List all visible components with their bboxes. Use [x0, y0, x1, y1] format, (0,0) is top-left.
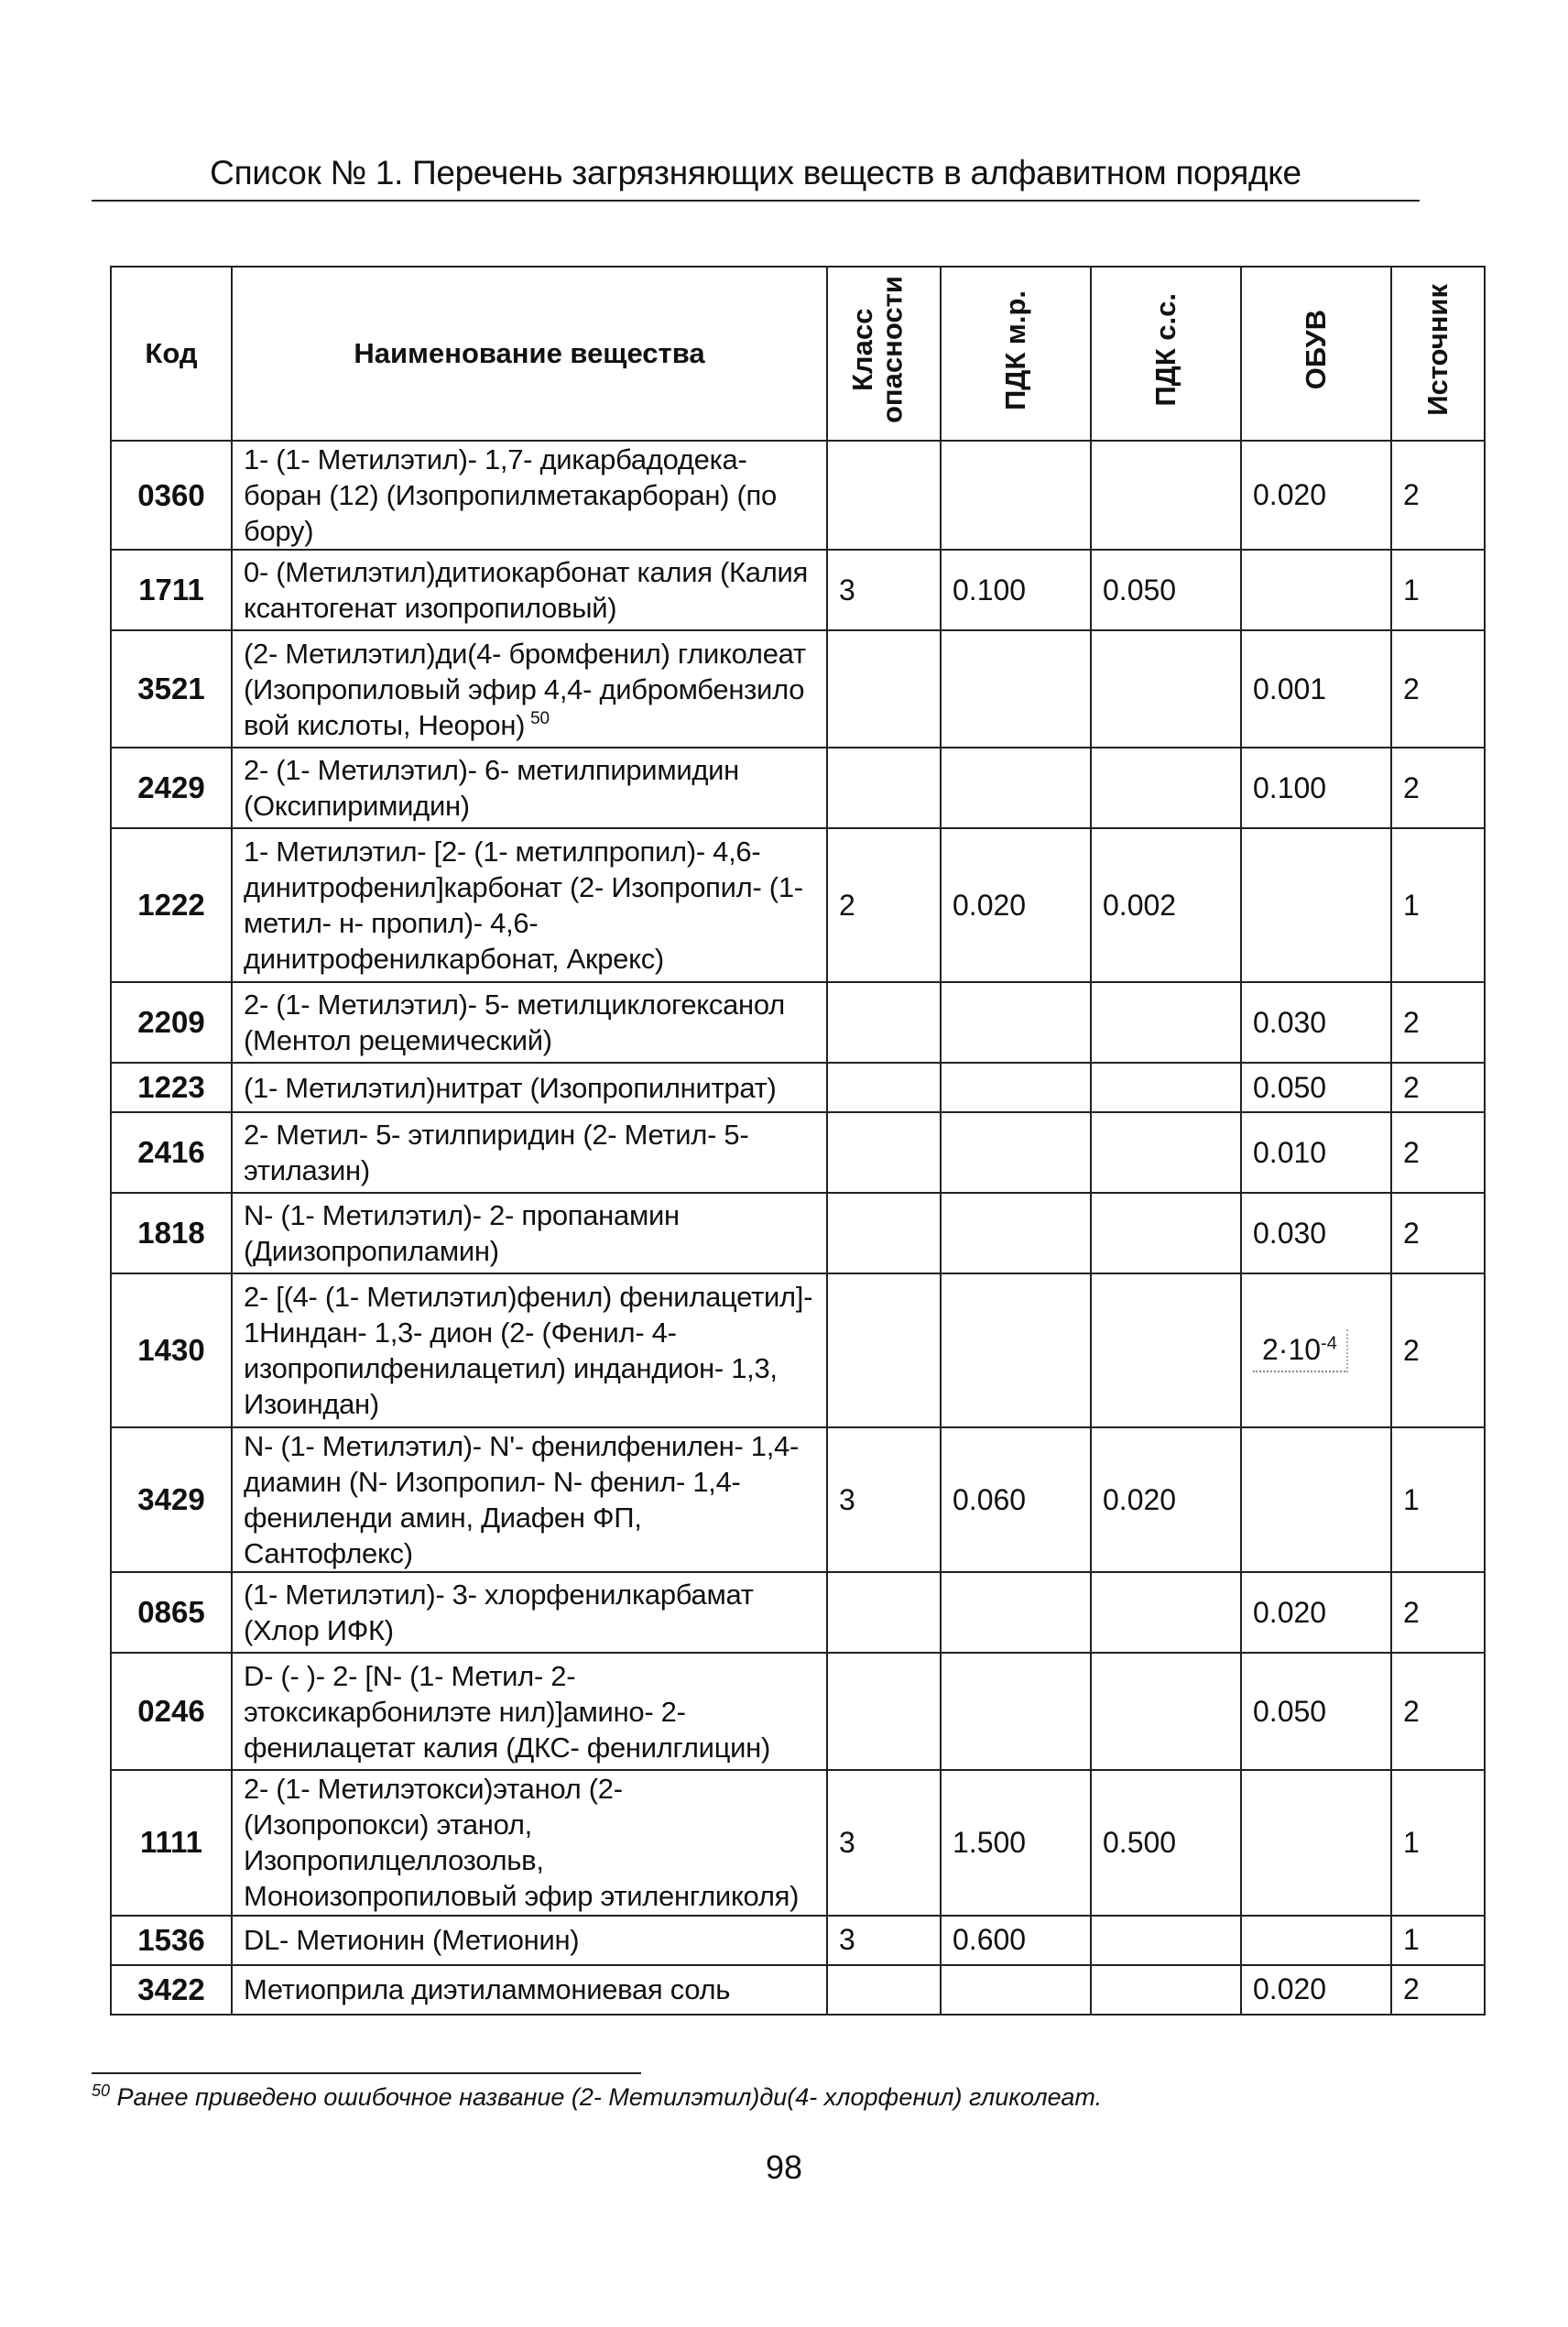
pdk-mr-value: 0.060: [941, 1427, 1091, 1572]
obuv-value: 0.010: [1241, 1112, 1391, 1193]
table-row: [111, 630, 1485, 748]
substance-code: 0360: [111, 441, 232, 550]
substance-name-text: 2- (1- Метилэтокси)этанол (2- (Изопропокси) этанол, Изопропилцеллозольв, Моноизопропиловый эфир этиленгликоля): [244, 1773, 800, 1913]
obuv-value: 0.020: [1241, 1965, 1391, 2015]
substance-code: 3422: [111, 1965, 232, 2015]
obuv-value: 0.020: [1241, 441, 1391, 550]
pdk-mr-value: [941, 1193, 1091, 1273]
pdk-ss-value: [1091, 630, 1241, 748]
pdk-ss-value: [1091, 1273, 1241, 1427]
substance-name-text: (1- Метилэтил)- 3- хлорфенилкарбамат (Хлор ИФК): [244, 1579, 754, 1647]
table-row: [111, 748, 1485, 828]
substance-name: [232, 1427, 827, 1572]
substance-name-text: 1- Метилэтил- [2- (1- метилпропил)- 4,6- динитрофенил]карбонат (2- Изопропил- (1- метил- н- пропил)- 4,6- динитрофенилкарбонат, Акрекс): [244, 836, 803, 976]
substance-code: 1111: [111, 1770, 232, 1915]
footnote-divider: [92, 2072, 641, 2074]
substance-code: 3521: [111, 630, 232, 748]
hazard-class-value: [827, 1193, 941, 1273]
substance-name: [232, 1063, 827, 1112]
substance-code: 1711: [111, 550, 232, 630]
substance-name: [232, 1965, 827, 2015]
page-number: 98: [765, 2148, 803, 2186]
substance-name: [232, 748, 827, 828]
pdk-ss-value: 0.020: [1091, 1427, 1241, 1572]
pdk-ss-value: [1091, 1916, 1241, 1965]
hazard-class-value: 2: [827, 828, 941, 982]
obuv-value: 0.001: [1241, 630, 1391, 748]
pdk-ss-value: 0.050: [1091, 550, 1241, 630]
substance-name-text: 2- (1- Метилэтил)- 6- метилпиримидин (Оксипиримидин): [244, 754, 739, 823]
pdk-ss-value: [1091, 441, 1241, 550]
footnote-text: Ранее приведено ошибочное название (2- Метилэтил)ди(4- хлорфенил) гликолеат.: [116, 2083, 1103, 2111]
pdk-mr-value: [941, 1572, 1091, 1653]
hazard-class-value: [827, 1653, 941, 1770]
substance-code: 2429: [111, 748, 232, 828]
substance-code: 1223: [111, 1063, 232, 1112]
table-row: [111, 1572, 1485, 1653]
substance-name-text: 2- (1- Метилэтил)- 5- метилциклогексанол (Ментол рецемический): [244, 989, 785, 1057]
pdk-ss-value: [1091, 1193, 1241, 1273]
hazard-class-value: [827, 1572, 941, 1653]
substance-name-text: DL- Метионин (Метионин): [244, 1923, 580, 1956]
substance-name: [232, 630, 827, 748]
hazard-class-value: [827, 630, 941, 748]
pdk-ss-value: [1091, 1112, 1241, 1193]
source-value: 2: [1391, 1063, 1485, 1112]
source-value: 1: [1391, 1770, 1485, 1915]
pdk-ss-value: 0.002: [1091, 828, 1241, 982]
obuv-value: [1241, 550, 1391, 630]
substance-name: [232, 1112, 827, 1193]
pdk-mr-value: [941, 1063, 1091, 1112]
substance-name: [232, 982, 827, 1063]
pdk-ss-value: [1091, 748, 1241, 828]
footnote-ref: 50: [530, 709, 550, 729]
table-row: [111, 1427, 1485, 1572]
obuv-value: 0.030: [1241, 982, 1391, 1063]
pdk-mr-value: 1.500: [941, 1770, 1091, 1915]
pdk-mr-value: [941, 1965, 1091, 2015]
substance-name-text: D- (- )- 2- [N- (1- Метил- 2- этоксикарбонилэте нил)]амино- 2- фенилацетат калия (ДКС- фенилглицин): [244, 1659, 771, 1764]
table-row: [111, 1112, 1485, 1193]
source-value: 2: [1391, 1193, 1485, 1273]
source-value: 1: [1391, 550, 1485, 630]
source-value: 1: [1391, 1916, 1485, 1965]
substance-name: [232, 1916, 827, 1965]
substance-name: [232, 1193, 827, 1273]
source-value: 2: [1391, 1572, 1485, 1653]
table-header-row: [111, 267, 1485, 441]
table-row: [111, 1770, 1485, 1915]
substance-code: 2209: [111, 982, 232, 1063]
source-value: 2: [1391, 630, 1485, 748]
header-hazard-class: Класс опасности: [827, 267, 941, 441]
header-name: Наименование вещества: [232, 267, 827, 441]
source-value: 2: [1391, 1653, 1485, 1770]
pdk-mr-value: 0.600: [941, 1916, 1091, 1965]
obuv-value: [1241, 1916, 1391, 1965]
substance-code: 1222: [111, 828, 232, 982]
substance-name-text: 2- [(4- (1- Метилэтил)фенил) фенилацетил]- 1Ниндан- 1,3- дион (2- (Фенил- 4- изопропилфенилацетил) индандион- 1,3, Изоиндан): [244, 1281, 813, 1421]
header-pdk-ss: ПДК с.с.: [1091, 267, 1241, 441]
table-row: [111, 1916, 1485, 1965]
table-row: [111, 1273, 1485, 1427]
substance-code: 1430: [111, 1273, 232, 1427]
table-row: [111, 1653, 1485, 1770]
pdk-mr-value: [941, 1112, 1091, 1193]
obuv-value: [1241, 1273, 1391, 1427]
table-row: [111, 1965, 1485, 2015]
source-value: 2: [1391, 1965, 1485, 2015]
hazard-class-value: [827, 1965, 941, 2015]
hazard-class-value: [827, 441, 941, 550]
table-row: [111, 1063, 1485, 1112]
pdk-ss-value: [1091, 982, 1241, 1063]
substance-name-text: 1- (1- Метилэтил)- 1,7- дикарбадодека- боран (12) (Изопропилметакарборан) (по бору): [244, 443, 777, 548]
pdk-ss-value: 0.500: [1091, 1770, 1241, 1915]
substance-name-text: N- (1- Метилэтил)- 2- пропанамин (Диизопропиламин): [244, 1199, 680, 1268]
source-value: 1: [1391, 1427, 1485, 1572]
table-row: [111, 982, 1485, 1063]
pdk-mr-value: [941, 982, 1091, 1063]
pdk-ss-value: [1091, 1063, 1241, 1112]
substance-name-text: N- (1- Метилэтил)- N'- фенилфенилен- 1,4- диамин (N- Изопропил- N- фенил- 1,4- фениленди амин, Диафен ФП, Сантофлекс): [244, 1430, 800, 1570]
obuv-value: [1241, 1770, 1391, 1915]
obuv-mantissa: 2·10: [1262, 1332, 1322, 1366]
pdk-mr-value: [941, 748, 1091, 828]
pdk-mr-value: [941, 630, 1091, 748]
substance-name-text: (2- Метилэтил)ди(4- бромфенил) гликолеат (Изопропиловый эфир 4,4- дибромбензило вой кислоты, Неорон): [244, 637, 806, 741]
substance-name-text: 2- Метил- 5- этилпиридин (2- Метил- 5- этилазин): [244, 1119, 749, 1187]
pdk-ss-value: [1091, 1965, 1241, 2015]
substance-code: 2416: [111, 1112, 232, 1193]
hazard-class-value: 3: [827, 1427, 941, 1572]
substance-name: [232, 1273, 827, 1427]
header-obuv: ОБУВ: [1241, 267, 1391, 441]
obuv-value: 0.020: [1241, 1572, 1391, 1653]
hazard-class-value: [827, 1273, 941, 1427]
substances-table: [110, 266, 1486, 2016]
obuv-exponent: -4: [1321, 1332, 1337, 1353]
substance-name-text: 0- (Метилэтил)дитиокарбонат калия (Калия ксантогенат изопропиловый): [244, 556, 809, 625]
header-pdk-mr: ПДК м.р.: [941, 267, 1091, 441]
source-value: 2: [1391, 1273, 1485, 1427]
pdk-ss-value: [1091, 1653, 1241, 1770]
substance-name: [232, 1572, 827, 1653]
source-value: 2: [1391, 982, 1485, 1063]
footnote-marker: 50: [92, 2081, 111, 2100]
table-row: [111, 828, 1485, 982]
hazard-class-value: 3: [827, 550, 941, 630]
header-source: Источник: [1391, 267, 1485, 441]
pdk-ss-value: [1091, 1572, 1241, 1653]
substance-code: 1536: [111, 1916, 232, 1965]
table-body: [111, 441, 1485, 2015]
hazard-class-value: [827, 748, 941, 828]
page-title: Список № 1. Перечень загрязняющих веществ в алфавитном порядке: [210, 154, 1301, 191]
substance-name-text: (1- Метилэтил)нитрат (Изопропилнитрат): [244, 1071, 777, 1104]
obuv-value: [1241, 828, 1391, 982]
pdk-mr-value: [941, 1653, 1091, 1770]
source-value: 2: [1391, 441, 1485, 550]
source-value: 2: [1391, 748, 1485, 828]
title-divider: [92, 200, 1420, 202]
hazard-class-value: 3: [827, 1770, 941, 1915]
substance-name-text: Метиоприла диэтиламмониевая соль: [244, 1972, 731, 2005]
substance-code: 0865: [111, 1572, 232, 1653]
hazard-class-value: [827, 982, 941, 1063]
substance-name: [232, 828, 827, 982]
substance-code: 1818: [111, 1193, 232, 1273]
table-row: [111, 441, 1485, 550]
obuv-value: 0.030: [1241, 1193, 1391, 1273]
obuv-value: 0.050: [1241, 1063, 1391, 1112]
pdk-mr-value: [941, 441, 1091, 550]
substance-code: 3429: [111, 1427, 232, 1572]
substance-name: [232, 550, 827, 630]
substance-name: [232, 1770, 827, 1915]
substance-name: [232, 441, 827, 550]
header-code: Код: [111, 267, 232, 441]
obuv-value: 0.100: [1241, 748, 1391, 828]
hazard-class-value: [827, 1112, 941, 1193]
obuv-value: [1241, 1427, 1391, 1572]
obuv-value: 0.050: [1241, 1653, 1391, 1770]
pdk-mr-value: 0.020: [941, 828, 1091, 982]
substance-name: [232, 1653, 827, 1770]
source-value: 1: [1391, 828, 1485, 982]
hazard-class-value: 3: [827, 1916, 941, 1965]
table-row: [111, 1193, 1485, 1273]
table-row: [111, 550, 1485, 630]
substance-code: 0246: [111, 1653, 232, 1770]
source-value: 2: [1391, 1112, 1485, 1193]
pdk-mr-value: [941, 1273, 1091, 1427]
footnote: [92, 2081, 1420, 2112]
hazard-class-value: [827, 1063, 941, 1112]
pdk-mr-value: 0.100: [941, 550, 1091, 630]
